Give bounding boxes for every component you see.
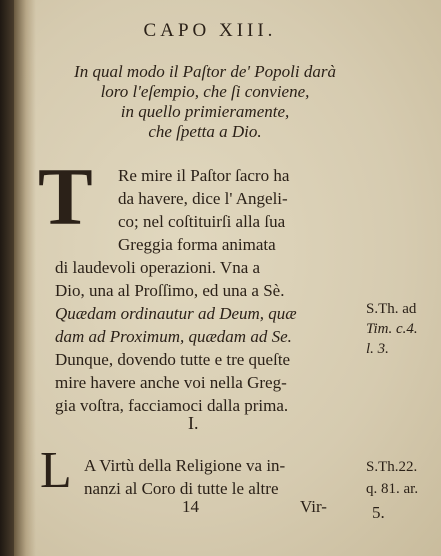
drop-cap-t: T [38, 151, 93, 242]
body-line: nanzi al Coro di tutte le altre [84, 479, 279, 498]
body-line: da havere, dice l' Angeli- [118, 189, 288, 208]
body-line: A Virtù della Religione va in- [84, 456, 286, 475]
body-line: gia voſtra, facciamoci dalla prima. [55, 396, 289, 415]
summary-line: in quello primieramente, [120, 102, 290, 121]
body-line: Re mire il Paſtor ſacro ha [118, 166, 290, 185]
book-spine-edge [0, 0, 14, 556]
drop-cap-l: L [40, 442, 72, 499]
body-line: mire havere anche voi nella Greg- [55, 373, 287, 392]
body-line-latin: dam ad Proximum, quædam ad Se. [55, 327, 292, 346]
catchword: Vir- [300, 497, 327, 516]
body-line: Dunque, dovendo tutte e tre queſte [55, 350, 291, 369]
marginal-reference: S.Th. ad [366, 301, 417, 317]
body-line: di laudevoli operazioni. Vna a [55, 258, 261, 277]
body-line: Greggia forma animata [118, 235, 276, 254]
body-line: Dio, una al Proſſimo, ed una a Sè. [55, 281, 285, 300]
body-line-latin: Quædam ordinautur ad Deum, quæ [55, 304, 297, 323]
summary-line: che ſpetta a Dio. [148, 122, 262, 141]
page-number: 14 [182, 497, 199, 516]
section-number: I. [188, 413, 199, 433]
marginal-reference: l. 3. [366, 341, 389, 357]
chapter-title: CAPO XIII. [143, 20, 277, 41]
summary-line: In qual modo il Paſtor de' Popoli darà [74, 62, 336, 81]
page-gutter-shadow [14, 0, 36, 556]
marginal-reference: S.Th.22. [366, 459, 418, 475]
chapter-summary [40, 62, 370, 142]
summary-line: loro l'eſempio, che ſi conviene, [100, 82, 310, 101]
body-line: co; nel coſtituirſi alla ſua [118, 212, 286, 231]
signature-mark: 5. [372, 503, 385, 522]
marginal-reference: Tim. c.4. [366, 321, 418, 337]
marginal-reference: q. 81. ar. [366, 481, 419, 497]
